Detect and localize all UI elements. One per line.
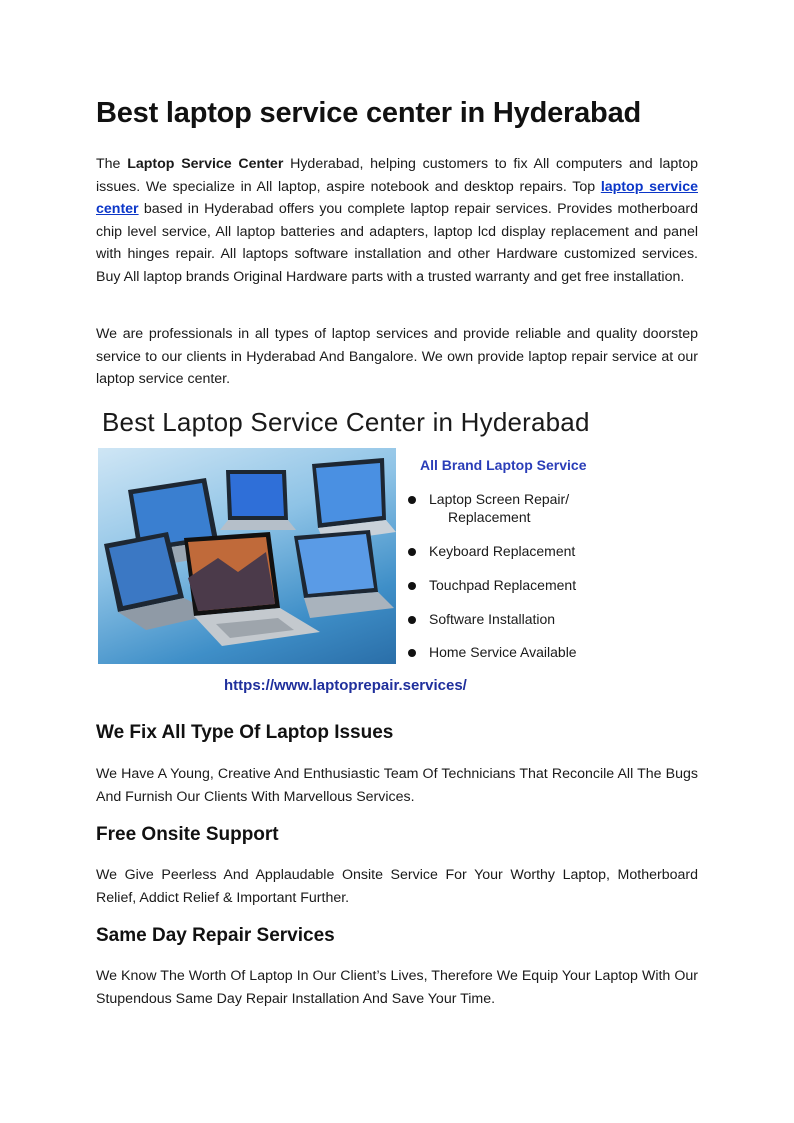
intro-paragraph [96, 153, 698, 288]
banner-title: Best Laptop Service Center in Hyderabad [102, 407, 590, 437]
brand-service-heading: All Brand Laptop Service [420, 457, 587, 473]
intro-pre: The [96, 156, 128, 172]
section-body-same-day-repair: We Know The Worth Of Laptop In Our Client’s Lives, Therefore We Equip Your Laptop With Our Stupendous Same Day Repair Installation And Save Your Time. [96, 968, 698, 1007]
section-heading-laptop-issues: We Fix All Type Of Laptop Issues [96, 722, 394, 743]
page-title: Best laptop service center in Hyderabad [96, 97, 642, 129]
laptops-photo [98, 448, 396, 664]
service-banner-image: Best Laptop Service Center in Hyderabad All Brand Laptop Service Laptop Screen Repair/ Replacement Keyboard Replacement Touchpad Replacement Software Installation Home Service Available https://www.laptoprepair.services/ [96, 398, 698, 700]
intro-post: based in Hyderabad offers you complete laptop repair services. Provides motherboard chip level service, All laptop batteries and adapters, laptop lcd display replacement and panel with hinges repair. All laptops software installation and other Hardware customized services. Buy All laptop brands Original Hardware parts with a trusted warranty and get free installation. [96, 201, 698, 285]
second-paragraph: We are professionals in all types of laptop services and provide reliable and quality doorstep service to our clients in Hyderabad And Bangalore. We own provide laptop repair service at our laptop service center. [96, 326, 698, 387]
bullet-icon [408, 496, 416, 504]
laptop-back-center [220, 470, 296, 530]
bullet-icon [408, 548, 416, 556]
section-body-laptop-issues: We Have A Young, Creative And Enthusiastic Team Of Technicians That Reconcile All The Bugs And Furnish Our Clients With Marvellous Services. [96, 766, 698, 805]
intro-mid: Hyderabad, helping customers to fix All computers and laptop issues. We specialize in All laptop, aspire notebook and desktop repairs. Top [96, 156, 699, 195]
banner-url: https://www.laptoprepair.services/ [224, 677, 467, 694]
laptop-service-center-link[interactable]: laptop service center [96, 178, 698, 217]
section-heading-same-day-repair: Same Day Repair Services [96, 925, 335, 946]
bullet-icon [408, 616, 416, 624]
bullet-icon [408, 649, 416, 657]
laptop-back-right [312, 458, 396, 542]
intro-bold: Laptop Service Center [127, 156, 284, 172]
laptop-right [294, 530, 394, 618]
section-heading-onsite-support: Free Onsite Support [96, 824, 279, 845]
laptops-illustration [98, 448, 396, 664]
section-body-onsite-support: We Give Peerless And Applaudable Onsite Service For Your Worthy Laptop, Motherboard Relief, Addict Relief & Important Further. [96, 867, 698, 906]
bullet-icon [408, 582, 416, 590]
